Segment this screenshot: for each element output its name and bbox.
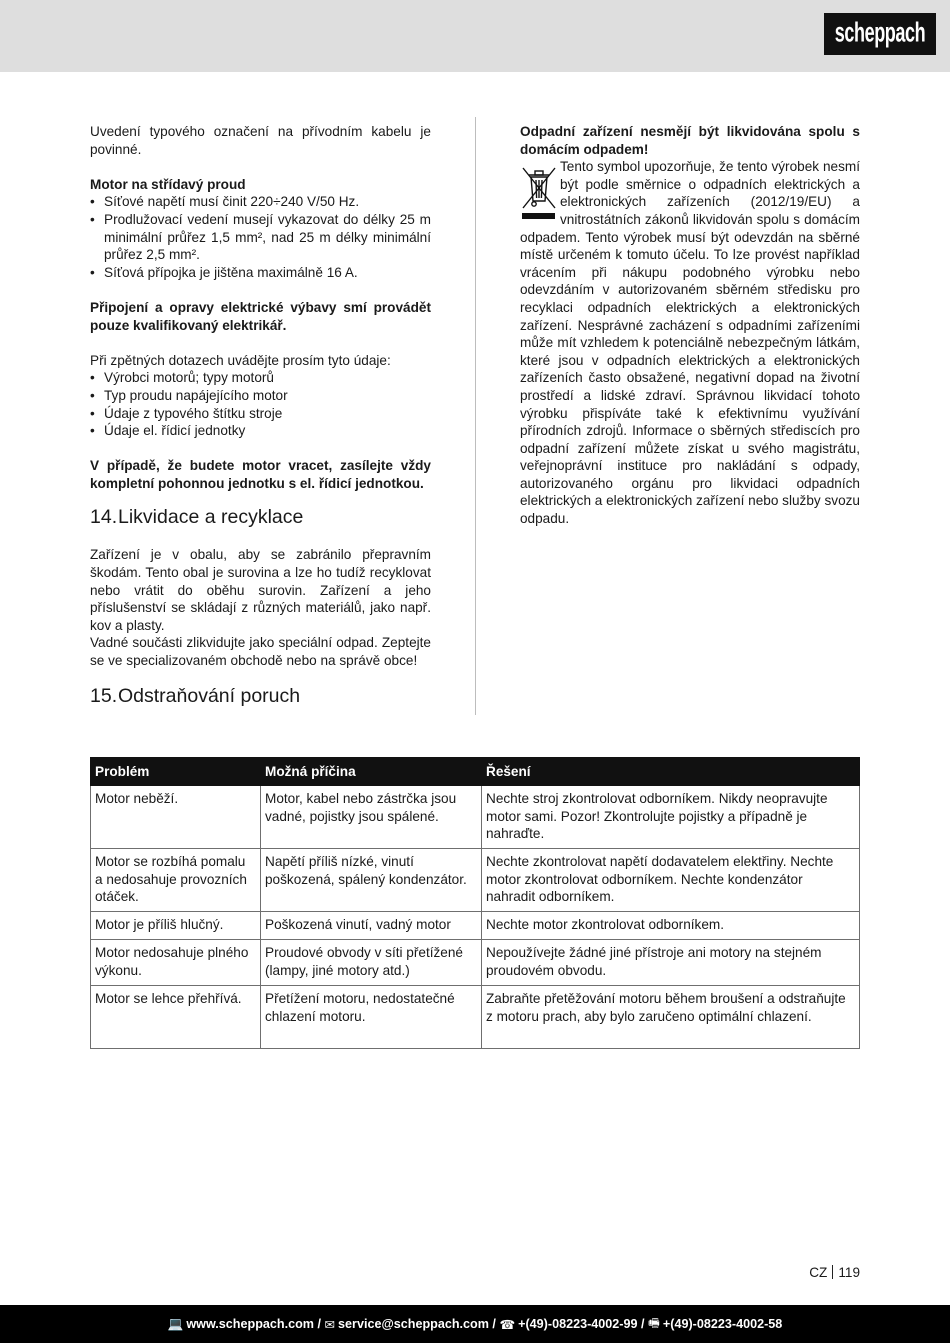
- troubleshooting-table: [90, 757, 860, 1049]
- cause-cell: Napětí příliš nízké, vinutí poškozená, spálený kondenzátor.: [261, 849, 482, 912]
- footer-contact-bar: [0, 1305, 950, 1343]
- list-item: • Údaje z typového štítku stroje: [90, 405, 431, 423]
- section-number: 15.: [90, 684, 118, 707]
- section-14-heading: [90, 505, 431, 529]
- solution-cell: Nechte stroj zkontrolovat odborníkem. Nikdy neopravujte motor sami. Pozor! Zkontrolujte pojistky a případně je nahraďte.: [482, 786, 860, 849]
- query-list: [90, 369, 431, 439]
- phone-number: +(49)-08223-4002-99: [518, 1317, 638, 1331]
- page-language: CZ: [809, 1265, 828, 1280]
- ac-motor-heading: Motor na střídavý proud: [90, 176, 246, 192]
- table-row: [91, 786, 860, 849]
- table-row: [91, 986, 860, 1049]
- header-bar: [0, 0, 950, 72]
- query-intro: Při zpětných dotazech uvádějte prosím tyto údaje:: [90, 352, 391, 368]
- solution-cell: Nepoužívejte žádné jiné přístroje ani motory na stejném proudovém obvodu.: [482, 940, 860, 986]
- scheppach-wordmark: [825, 14, 935, 54]
- fax-icon: 🖷: [648, 1315, 660, 1330]
- email-icon: ✉: [324, 1317, 336, 1332]
- return-warning: V případě, že budete motor vracet, zasílejte vždy kompletní pohonnou jednotku s el. řídicí jednotkou.: [90, 458, 431, 491]
- problem-cell: Motor nedosahuje plného výkonu.: [91, 940, 261, 986]
- page-number: [809, 1265, 860, 1280]
- column-header-solution: Řešení: [482, 758, 860, 786]
- page-number-divider: [832, 1265, 833, 1279]
- weee-text: Tento symbol upozorňuje, že tento výrobek nesmí být podle směrnice o odpadních elektrických a elektronických zařízeních (2012/19/EU) a vnitrostátních zákonů likvidován spolu s domácím odpadem. Tento výrobek musí být odevzdán na sběrné místě určeném k tomuto účelu. To lze provést například vrácením při nákupu podobného výrobku nebo odevzdáním v autorizovaném sběrném středisku pro recyklaci odpadních elektrických a elektronických zařízení. Nesprávné zacházení s odpadními zařízeními může mít vzhledem k potenciálně nebezpečným látkám, které jsou v odpadních elektrických a elektronických zařízeních často obsažené, negativní dopad na životní prostředí a lidské zdraví. Správnou likvidací tohoto výrobku přispíváte také k efektivnímu využívání přírodních zdrojů. Informace o sběrných střediscích pro odpadní zařízení můžete získat u svého magistrátu, veřejnoprávní instituce pro nakládání s odpady, autorizovaného orgánu pro likvidaci odpadních elektrických a elektronických zařízení nebo služby svozu odpadu.: [520, 159, 860, 527]
- problem-cell: Motor neběží.: [91, 786, 261, 849]
- cause-cell: Poškozená vinutí, vadný motor: [261, 912, 482, 940]
- table-row: [91, 849, 860, 912]
- section-number: 14.: [90, 506, 118, 529]
- column-header-cause: Možná příčina: [261, 758, 482, 786]
- ac-motor-list: [90, 193, 431, 281]
- column-divider: [475, 117, 476, 715]
- problem-cell: Motor se lehce přehřívá.: [91, 986, 261, 1049]
- right-column: [520, 123, 860, 528]
- left-column: [90, 123, 431, 708]
- problem-cell: Motor je příliš hlučný.: [91, 912, 261, 940]
- cause-cell: Motor, kabel nebo zástrčka jsou vadné, pojistky jsou spálené.: [261, 786, 482, 849]
- email-link[interactable]: service@scheppach.com: [338, 1317, 489, 1331]
- list-item: • Síťové napětí musí činit 220÷240 V/50 Hz.: [90, 193, 431, 211]
- fax-number: +(49)-08223-4002-58: [662, 1317, 783, 1331]
- electrician-warning: Připojení a opravy elektrické výbavy smí provádět pouze kvalifikovaný elektrikář.: [90, 299, 431, 333]
- column-header-problem: Problém: [91, 758, 261, 786]
- list-item: • Údaje el. řídicí jednotky: [90, 422, 431, 440]
- table-row: [91, 912, 860, 940]
- list-item: • Typ proudu napájejícího motor: [90, 387, 431, 405]
- solution-cell: Zabraňte přetěžování motoru během broušení a odstraňujte z motoru prach, aby bylo zaručeno optimální chlazení.: [482, 986, 860, 1049]
- section-title: Likvidace a recyklace: [118, 506, 304, 529]
- svg-text:scheppach: scheppach: [834, 16, 926, 48]
- section-title: Odstraňování poruch: [118, 684, 301, 707]
- problem-cell: Motor se rozbíhá pomalu a nedosahuje provozních otáček.: [91, 849, 261, 912]
- brand-logo: [824, 13, 936, 55]
- page-number-value: 119: [838, 1265, 860, 1280]
- solution-cell: Nechte zkontrolovat napětí dodavatelem elektřiny. Nechte motor zkontrolovat odborníkem. Nechte kondenzátor nahradit odborníkem.: [482, 849, 860, 912]
- solution-cell: Nechte motor zkontrolovat odborníkem.: [482, 912, 860, 940]
- website-link[interactable]: www.scheppach.com: [186, 1317, 314, 1331]
- phone-icon: ☎: [499, 1317, 516, 1332]
- section-15-heading: [90, 684, 431, 708]
- cause-cell: Proudové obvody v síti přetížené (lampy, jiné motory atd.): [261, 940, 482, 986]
- special-waste-paragraph: Vadné součásti zlikvidujte jako speciální odpad. Zeptejte se ve specializovaném obchodě nebo na správě obce!: [90, 635, 431, 669]
- table-row: [91, 940, 860, 986]
- weee-heading: Odpadní zařízení nesmějí být likvidována spolu s domácím odpadem!: [520, 124, 860, 157]
- list-item: • Prodlužovací vedení musejí vykazovat do délky 25 m minimální průřez 1,5 mm², nad 25 m délky minimální průřez 2,5 mm².: [90, 211, 431, 264]
- table-header-row: [91, 758, 860, 786]
- list-item: • Síťová přípojka je jištěna maximálně 16 A.: [90, 264, 431, 282]
- separator: /: [637, 1317, 649, 1331]
- cause-cell: Přetížení motoru, nedostatečné chlazení motoru.: [261, 986, 482, 1049]
- list-item: • Výrobci motorů; typy motorů: [90, 369, 431, 387]
- separator: /: [313, 1317, 325, 1331]
- rating-label-note: Uvedení typového označení na přívodním kabelu je povinné.: [90, 124, 431, 157]
- recycling-paragraph: Zařízení je v obalu, aby se zabránilo přepravním škodám. Tento obal je surovina a lze ho tudíž recyklovat nebo vrátit do oběhu surovin. Zařízení a jeho příslušenství se skládají z různých materiálů, jako např. kov a plasty.: [90, 547, 431, 633]
- crossed-out-bin-icon: [520, 164, 558, 220]
- computer-icon: 💻: [167, 1316, 184, 1331]
- separator: /: [488, 1317, 500, 1331]
